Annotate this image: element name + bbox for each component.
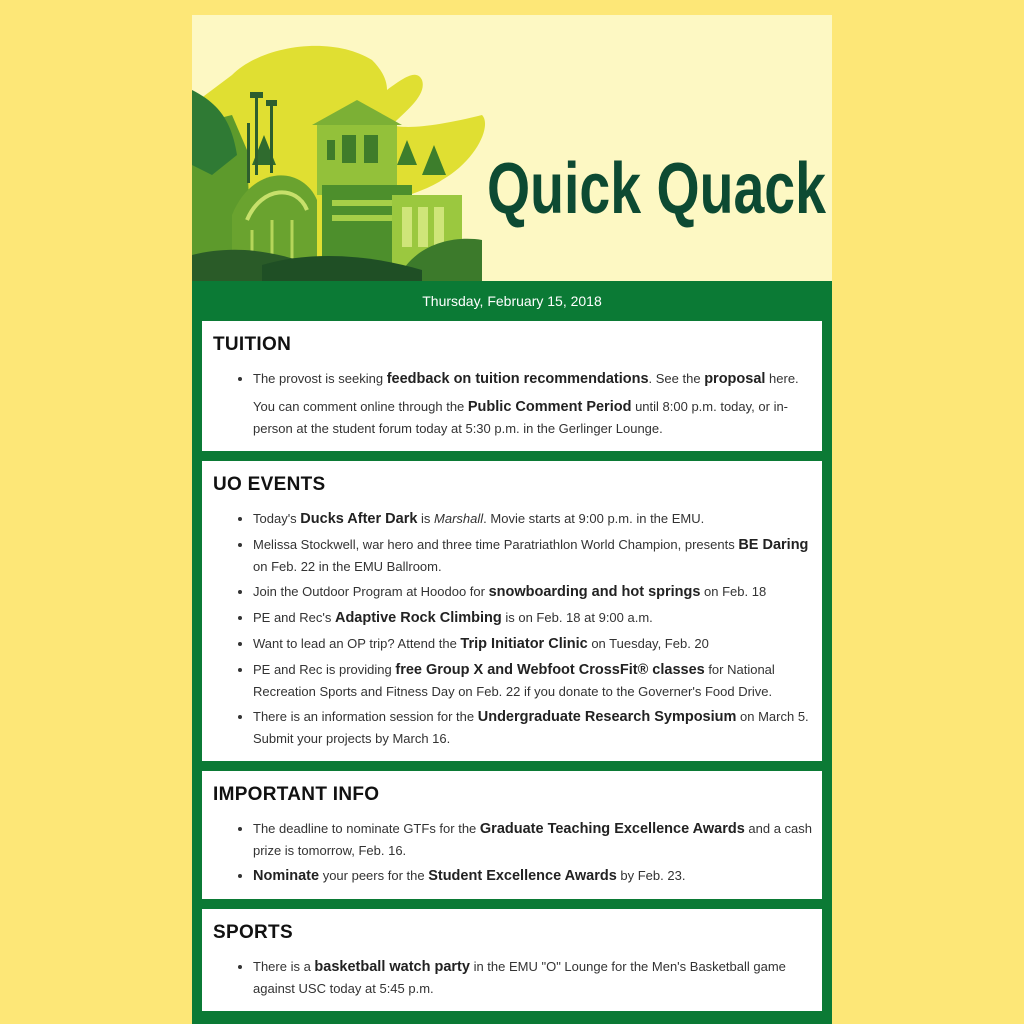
item-text: here. xyxy=(765,371,799,386)
section-tuition xyxy=(202,321,822,451)
proposal-link[interactable]: proposal xyxy=(704,371,766,387)
item-text: by Feb. 23. xyxy=(616,868,686,883)
group-x-link[interactable]: free Group X and Webfoot CrossFit® classes xyxy=(395,662,705,678)
item-text: . Movie starts at 9:00 p.m. in the EMU. xyxy=(483,511,705,526)
item-text: Join the Outdoor Program at Hoodoo for xyxy=(253,584,489,599)
item-list xyxy=(202,508,822,749)
item-text: There is an information session for the xyxy=(253,709,478,724)
section-heading: SPORTS xyxy=(213,922,293,943)
list-item xyxy=(253,633,822,655)
snowboarding-link[interactable]: snowboarding and hot springs xyxy=(488,584,701,600)
list-item xyxy=(253,659,822,702)
item-text: You can comment online through the xyxy=(253,399,468,414)
item-text: your peers for the xyxy=(319,868,429,883)
item-text: until 8:00 p.m. today, or in-person at the student forum today at 5:30 p.m. in the Gerlinger Lounge. xyxy=(253,399,789,436)
item-text: is on Feb. 18 at 9:00 a.m. xyxy=(501,610,653,625)
item-text: The provost is seeking xyxy=(253,371,387,386)
item-text: Want to lead an OP trip? Attend the xyxy=(253,636,461,651)
list-item xyxy=(253,581,822,603)
public-comment-link[interactable]: Public Comment Period xyxy=(467,399,632,415)
section-heading: TUITION xyxy=(213,334,292,355)
item-list xyxy=(202,368,822,439)
list-item xyxy=(253,607,822,629)
item-list xyxy=(202,818,822,887)
section-heading: UO EVENTS xyxy=(213,474,326,495)
newsletter xyxy=(192,15,832,1024)
teaching-awards-link[interactable]: Graduate Teaching Excellence Awards xyxy=(479,821,745,837)
item-text: for National Recreation Sports and Fitness Day on Feb. 22 if you donate to the Governer's Food Drive. xyxy=(253,662,775,699)
list-item xyxy=(253,706,822,749)
item-text: and a cash prize is tomorrow, Feb. 16. xyxy=(253,821,812,858)
tuition-feedback-link[interactable]: feedback on tuition recommendations xyxy=(386,371,649,387)
list-item xyxy=(253,956,822,999)
item-text: The deadline to nominate GTFs for the xyxy=(253,821,480,836)
list-item xyxy=(253,818,822,861)
section-important-info xyxy=(202,771,822,899)
be-daring-link[interactable]: BE Daring xyxy=(738,537,809,553)
trip-initiator-link[interactable]: Trip Initiator Clinic xyxy=(460,636,588,652)
banner xyxy=(192,15,832,281)
item-text: on Feb. 18 xyxy=(700,584,767,599)
list-item xyxy=(253,368,822,439)
item-text: is xyxy=(417,511,435,526)
movie-title: Marshall xyxy=(434,511,484,526)
list-item xyxy=(253,508,822,530)
item-paragraph xyxy=(253,396,816,439)
item-text: There is a xyxy=(253,959,315,974)
item-list xyxy=(202,956,822,999)
item-text: on Tuesday, Feb. 20 xyxy=(587,636,709,651)
ducks-after-dark-link[interactable]: Ducks After Dark xyxy=(300,511,418,527)
section-uo-events xyxy=(202,461,822,761)
item-text: Melissa Stockwell, war hero and three time Paratriathlon World Champion, presents xyxy=(253,537,739,552)
newsletter-title: Quick Quack xyxy=(487,149,826,229)
item-text: on March 5. Submit your projects by March 16. xyxy=(253,709,809,746)
item-text: on Feb. 22 in the EMU Ballroom. xyxy=(253,559,442,574)
section-sports xyxy=(202,909,822,1011)
item-text: PE and Rec is providing xyxy=(253,662,396,677)
section-heading: IMPORTANT INFO xyxy=(213,784,380,805)
nominate-link[interactable]: Nominate xyxy=(253,868,320,884)
item-text: . See the xyxy=(648,371,705,386)
student-awards-link[interactable]: Student Excellence Awards xyxy=(428,868,617,884)
item-text: in the EMU "O" Lounge for the Men's Basketball game against USC today at 5:45 p.m. xyxy=(253,959,786,996)
watch-party-link[interactable]: basketball watch party xyxy=(314,959,470,975)
duck-campus-illustration xyxy=(192,15,832,281)
issue-date: Thursday, February 15, 2018 xyxy=(422,293,602,309)
rock-climbing-link[interactable]: Adaptive Rock Climbing xyxy=(334,610,502,626)
list-item xyxy=(253,534,822,577)
list-item xyxy=(253,865,822,887)
item-text: PE and Rec's xyxy=(253,610,335,625)
research-symposium-link[interactable]: Undergraduate Research Symposium xyxy=(477,709,737,725)
item-text: Today's xyxy=(253,511,301,526)
